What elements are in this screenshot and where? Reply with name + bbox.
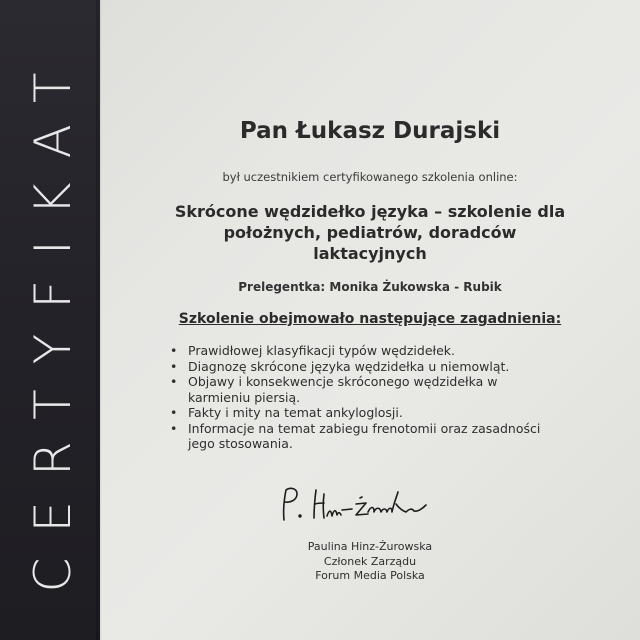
course-title-line: laktacyjnych: [313, 244, 427, 263]
topic-line: Informacje na temat zabiegu frenotomii oraz zasadności: [188, 420, 541, 436]
vertical-title: CERTYFIKAT: [24, 47, 82, 593]
course-title-line: położnych, pediatrów, doradców: [223, 223, 517, 242]
bullet-icon: •: [170, 420, 178, 436]
signer-name: Paulina Hinz-Żurowska: [307, 540, 433, 553]
recipient-name: Pan Łukasz Durajski: [239, 118, 501, 144]
topic-line: Objawy i konsekwencje skróconego wędzidełka w: [188, 374, 498, 389]
bullet-icon: •: [170, 358, 178, 374]
topic-line: Diagnozę skrócone języka wędzidełka u niemowląt.: [188, 358, 510, 374]
certificate-content: [100, 0, 640, 640]
list-item: [168, 359, 588, 375]
topic-line: karmieniu piersią.: [188, 389, 301, 405]
bullet-icon: •: [170, 374, 178, 389]
topics-heading: Szkolenie obejmowało następujące zagadnienia:: [178, 311, 562, 327]
topics-list: [168, 343, 588, 452]
list-item: [168, 374, 588, 405]
list-item: [168, 343, 588, 359]
topic-line: jego stosowania.: [188, 436, 293, 451]
lecturer-line: Prelegentka: Monika Żukowska - Rubik: [238, 280, 502, 294]
signer-organization: Forum Media Polska: [315, 569, 425, 582]
intro-text: był uczestnikiem certyfikowanego szkolenia online:: [222, 170, 518, 184]
topic-line: Fakty i mity na temat ankyloglosji.: [188, 405, 403, 420]
bullet-icon: •: [170, 343, 178, 358]
topic-line: Prawidłowej klasyfikacji typów wędzidełek.: [188, 343, 455, 358]
list-item: [168, 421, 588, 452]
course-title: [160, 201, 580, 264]
course-title-line: Skrócone wędzidełko języka – szkolenie dla: [174, 202, 566, 221]
signature-icon: [270, 482, 440, 526]
signer-block: [100, 540, 640, 584]
bullet-icon: •: [170, 405, 178, 420]
list-item: [168, 405, 588, 421]
signer-role: Członek Zarządu: [323, 554, 417, 568]
